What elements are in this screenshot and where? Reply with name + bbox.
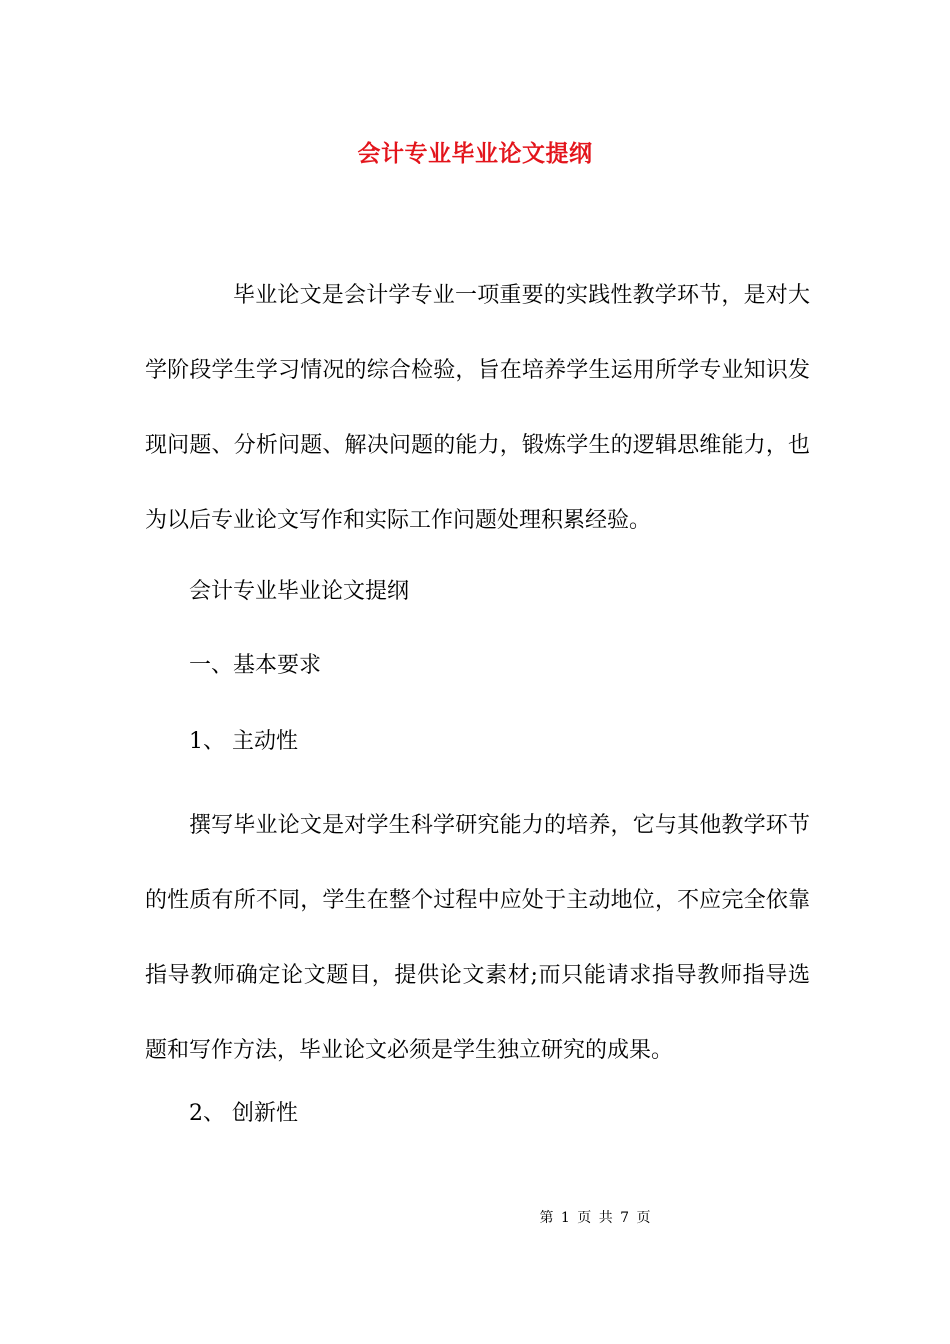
item-heading-initiative: 1、 主动性 <box>189 729 298 754</box>
document-title: 会计专业毕业论文提纲 <box>357 140 593 167</box>
page-number-footer: 第 1 页 共 7 页 <box>539 1210 651 1226</box>
intro-paragraph: 毕业论文是会计学专业一项重要的实践性教学环节，是对大学阶段学生学习情况的综合检验，旨在培养学生运用所学专业知识发现问题、分析问题、解决问题的能力，锻炼学生的逻辑思维能力，也为以后专业论文写作和实际工作问题处理积累经验。 <box>145 283 810 533</box>
item-heading-innovation: 2、 创新性 <box>189 1101 298 1126</box>
initiative-paragraph: 撰写毕业论文是对学生科学研究能力的培养，它与其他教学环节的性质有所不同，学生在整个过程中应处于主动地位，不应完全依靠指导教师确定论文题目，提供论文素材;而只能请求指导教师指导选题和写作方法，毕业论文必须是学生独立研究的成果。 <box>145 813 810 1063</box>
outline-heading: 会计专业毕业论文提纲 <box>189 579 410 604</box>
section-heading-basic-requirements: 一、基本要求 <box>189 653 322 678</box>
